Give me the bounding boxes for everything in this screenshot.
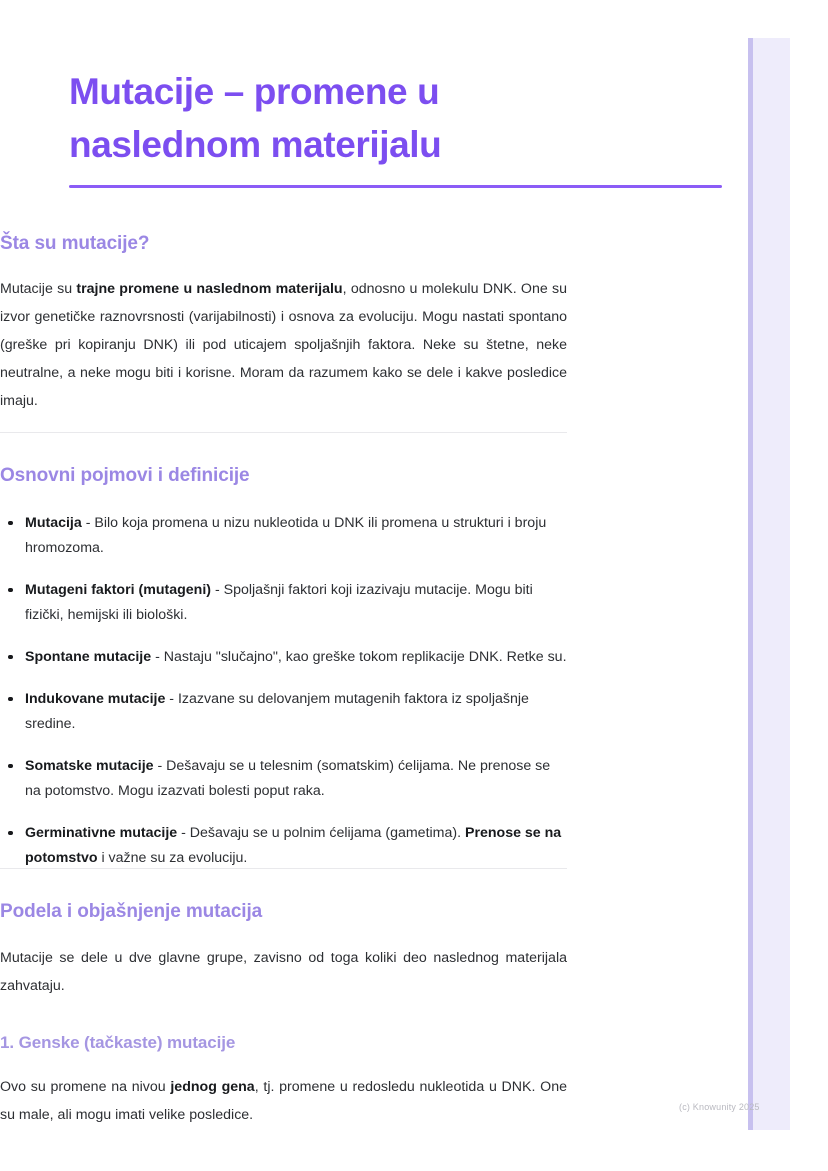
section-heading-what-are-mutations: Šta su mutacije? [0, 233, 150, 254]
bullet-dot-icon [8, 521, 13, 526]
divider-rule [0, 868, 567, 869]
list-item: Spontane mutacije - Nastaju "slučajno", kao greške tokom replikacije DNK. Retke su. [0, 645, 567, 670]
list-item: Mutacija - Bilo koja promena u nizu nukleotida u DNK ili promena u strukturi i broju hromozoma. [0, 511, 567, 561]
section-heading-classification: Podela i objašnjenje mutacija [0, 901, 263, 922]
page-title: Mutacije – promene u naslednom materijalu [69, 71, 442, 165]
bullet-dot-icon [8, 764, 13, 769]
bullet-dot-icon [8, 831, 13, 836]
basic-terms-list [0, 511, 567, 871]
list-item: Mutageni faktori (mutageni) - Spoljašnji faktori koji izazivaju mutacije. Mogu biti fizički, hemijski ili biološki. [0, 578, 567, 628]
list-item: Indukovane mutacije - Izazvane su delovanjem mutagenih faktora iz spoljašnje sredine. [0, 687, 567, 737]
section-divider-1 [0, 432, 567, 433]
paragraph-classification-intro: Mutacije se dele u dve glavne grupe, zavisno od toga koliki deo naslednog materijala zahvataju. [0, 949, 567, 994]
bullet-dot-icon [8, 697, 13, 702]
section-divider-2 [0, 868, 567, 869]
bullet-dot-icon [8, 655, 13, 660]
page-edge-rule [748, 38, 753, 1130]
page-edge-panel [748, 38, 790, 1130]
document-content [69, 0, 636, 171]
title-underline-rule [69, 185, 722, 188]
list-item: Somatske mutacije - Dešavaju se u telesnim (somatskim) ćelijama. Ne prenose se na potomstvo. Mogu izazvati bolesti poput raka. [0, 754, 567, 804]
watermark: (c) Knowunity 2025 [679, 1102, 760, 1112]
divider-rule [0, 432, 567, 433]
section-basic-terms [0, 464, 567, 871]
paragraph-what-are-mutations: Mutacije su trajne promene u naslednom materijalu, odnosno u molekulu DNK. One su izvor genetičke raznovrsnosti (varijabilnosti) i osnova za evoluciju. Mogu nastati spontano (greške pri kopiranju DNK) ili pod uticajem spoljašnjih faktora. Neke su štetne, neke neutralne, a neke mogu biti i korisne. Moram da razumem kako se dele i kakve posledice imaju. [0, 280, 567, 409]
section-what-are-mutations [0, 232, 567, 415]
bullet-dot-icon [8, 588, 13, 593]
list-item: Germinativne mutacije - Dešavaju se u polnim ćelijama (gametima). Prenose se na potomstvo i važne su za evoluciju. [0, 821, 567, 871]
subsection-heading-gene-mutations: 1. Genske (tačkaste) mutacije [0, 1032, 236, 1052]
paragraph-gene-mutations: Ovo su promene na nivou jednog gena, tj. promene u redosledu nukleotida u DNK. One su male, ali mogu imati velike posledice. [0, 1078, 568, 1123]
section-heading-basic-terms: Osnovni pojmovi i definicije [0, 465, 250, 486]
section-classification [0, 900, 567, 1129]
